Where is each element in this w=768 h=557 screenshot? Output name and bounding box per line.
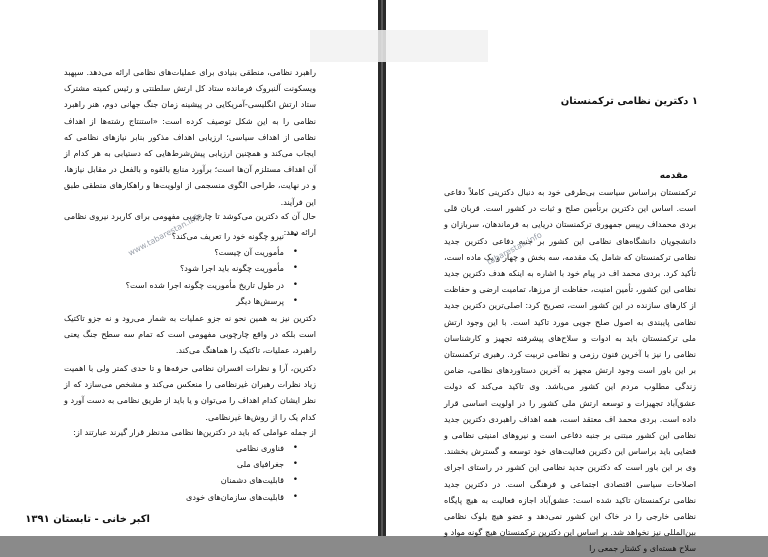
- right-page: [386, 0, 768, 554]
- page-footer: اکبر خانی - تابستان ۱۳۹۱: [25, 514, 150, 525]
- watermark-text: tabarestan.info: [485, 230, 544, 267]
- list-item: • جغرافیای ملی: [68, 456, 298, 472]
- list-item: • مأموریت آن چیست؟: [68, 244, 298, 260]
- section-heading: مقدمه: [659, 171, 688, 181]
- left-page: [0, 0, 378, 536]
- left-bullet-list-1: [68, 228, 298, 309]
- left-paragraph-2: حال آن که دکترین می‌کوشد تا چارچوبی مفهومی برای کاربرد نیروی نظامی ارائه دهد:: [64, 211, 316, 238]
- chapter-header: ۱ دکترین نظامی ترکمنستان: [560, 96, 698, 107]
- left-bullet-list-2: [68, 440, 298, 505]
- list-item: • نیرو چگونه خود را تعریف می‌کند؟: [68, 228, 298, 244]
- list-item: • مأموریت چگونه باید اجرا شود؟: [68, 260, 298, 276]
- list-item: • قابلیت‌های سازمان‌های خودی: [68, 489, 298, 505]
- left-paragraph-4: دکترین، آرا و نظرات افسران نظامی حرفه‌ها و تا حدی کمتر ولی با اهمیت زیاد نظرات رهبران غیرنظامی را منعکس می‌کند و مشخص می‌سازد که از نظر ایشان کدام اهداف را می‌توان و یا باید از طریق نظامی به دست آورد و کدام یک را از روش‌ها غیرنظامی.: [64, 363, 316, 422]
- list-item: • قابلیت‌های دشمنان: [68, 472, 298, 488]
- list-item: • پرسش‌ها دیگر: [68, 293, 298, 309]
- list-item: • در طول تاریخ مأموریت چگونه اجرا شده است؟: [68, 277, 298, 293]
- watermark-text: www.tabarestan.info: [126, 211, 204, 258]
- header-banner: [310, 30, 488, 62]
- right-paragraph-1: ترکمنستان براساس سیاست بی‌طرفی خود به دنبال دکترینی کاملاً دفاعی است. اساس این دکترین برتأمین صلح و ثبات در کشور است. قربان قلی بردی محمداف رییس جمهوری ترکمنستان دریایی به فرماندهان، سربازان و دانشجویان دانشگاه‌های نظامی این کشور بر جنبه دفاعی دکترین جدید نظامی ترکمنستان که شامل یک مقدمه، سه بخش و چهار و یک ماده است، تأکید کرد. بردی محمد اف در پیام خود با اشاره به اینکه هدف دکترین جدید نظامی این کشور، تأمین امنیت، حفاظت از مرزها، تمامیت ارضی و حفاظت از کارهای سازنده در این کشور است، تصریح کرد: اصلی‌ترین دکترین جدید نظامی پایبندی به اصول صلح جویی مورد تاکید است. با این وجود ارتش ملی ترکمنستان باید به ادوات و سلاح‌های پیشرفته تجهیز و کارشناسان نظامی را نیز با آخرین فنون رزمی و نظامی تربیت کرد. رهبری ترکمنستان بر این باور است وجود ارتش مجهز به آخرین دستاوردهای نظامی، ضامن زندگی مطلوب مردم این کشور می‌باشد. وی تاکید می‌کند که دولت عشق‌آباد تجهیزات و توسعه ارتش ملی کشور را در اولویت اساسی قرار داده است. بردی محمد اف معتقد است، همه اهداف راهبردی دکترین جدید نظامی این کشور مبتنی بر جنبه دفاعی است و نیروهای امنیتی نظامی و قضایی باید براساس این دکترین فعالیت‌های خود توسعه و گسترش بخشند. وی بر این باور است که دکترین جدید نظامی این کشور در راستای اجرای اصلاحات سیاسی اقتصادی اجتماعی و فرهنگی است. در دکترین جدید نظامی ترکمنستان تاکید شده است: عشق‌آباد اجازه فعالیت به هیچ پایگاه نظامی خارجی را در خاک این کشور نمی‌دهد و عضو هیچ بلوک نظامی بین‌المللی نیز نخواهد شد. بر اساس این دکترین ترکمنستان هیچ گونه مواد و سلاح هسته‌ای و کشتار جمعی را: [444, 187, 696, 554]
- left-paragraph-1: راهبرد نظامی، منطقی بنیادی برای عملیات‌های نظامی ارائه می‌دهد. سپهبد ویسکونت آلنبروک فرمانده ستاد کل ارتش سلطنتی و رئیس کمیته مشترک ستاد ارتش انگلیسی-آمریکایی در پیشینه زمان جنگ جهانی دوم، هنر راهبرد نظامی را به این شکل توصیف کرده است: «استنتاج رشته‌ها از اهداف نظامی از اهداف سیاسی؛ ارزیابی اهداف مذکور بنابر نیازهای نظامی که ایجاب می‌کند و همچنین ارزیابی پیش‌شرط‌هایی که دستیابی به هر کدام از آن اهداف مستلزم آن‌ها است؛ برآورد منابع بالقوه و بالفعل در مقابل نیازها، و در نهایت، طراحی الگوی منسجمی از اولویت‌ها و راهکارهای منطقی طبق این فرآیند.: [64, 67, 316, 207]
- left-paragraph-5: از جمله عواملی که باید در دکترین‌ها نظامی مدنظر قرار گیرند عبارتند از:: [73, 427, 316, 437]
- left-paragraph-3: دکترین نیز به همین نحو نه جزو عملیات به شمار می‌رود و نه جزو تاکتیک است بلکه در واقع چارچوبی مفهومی است که تمام سه سطح جنگ یعنی راهبرد، عملیات، تاکتیک را هماهنگ می‌کند.: [64, 313, 316, 356]
- list-item: • فناوری نظامی: [68, 440, 298, 456]
- book-spine: [378, 0, 386, 536]
